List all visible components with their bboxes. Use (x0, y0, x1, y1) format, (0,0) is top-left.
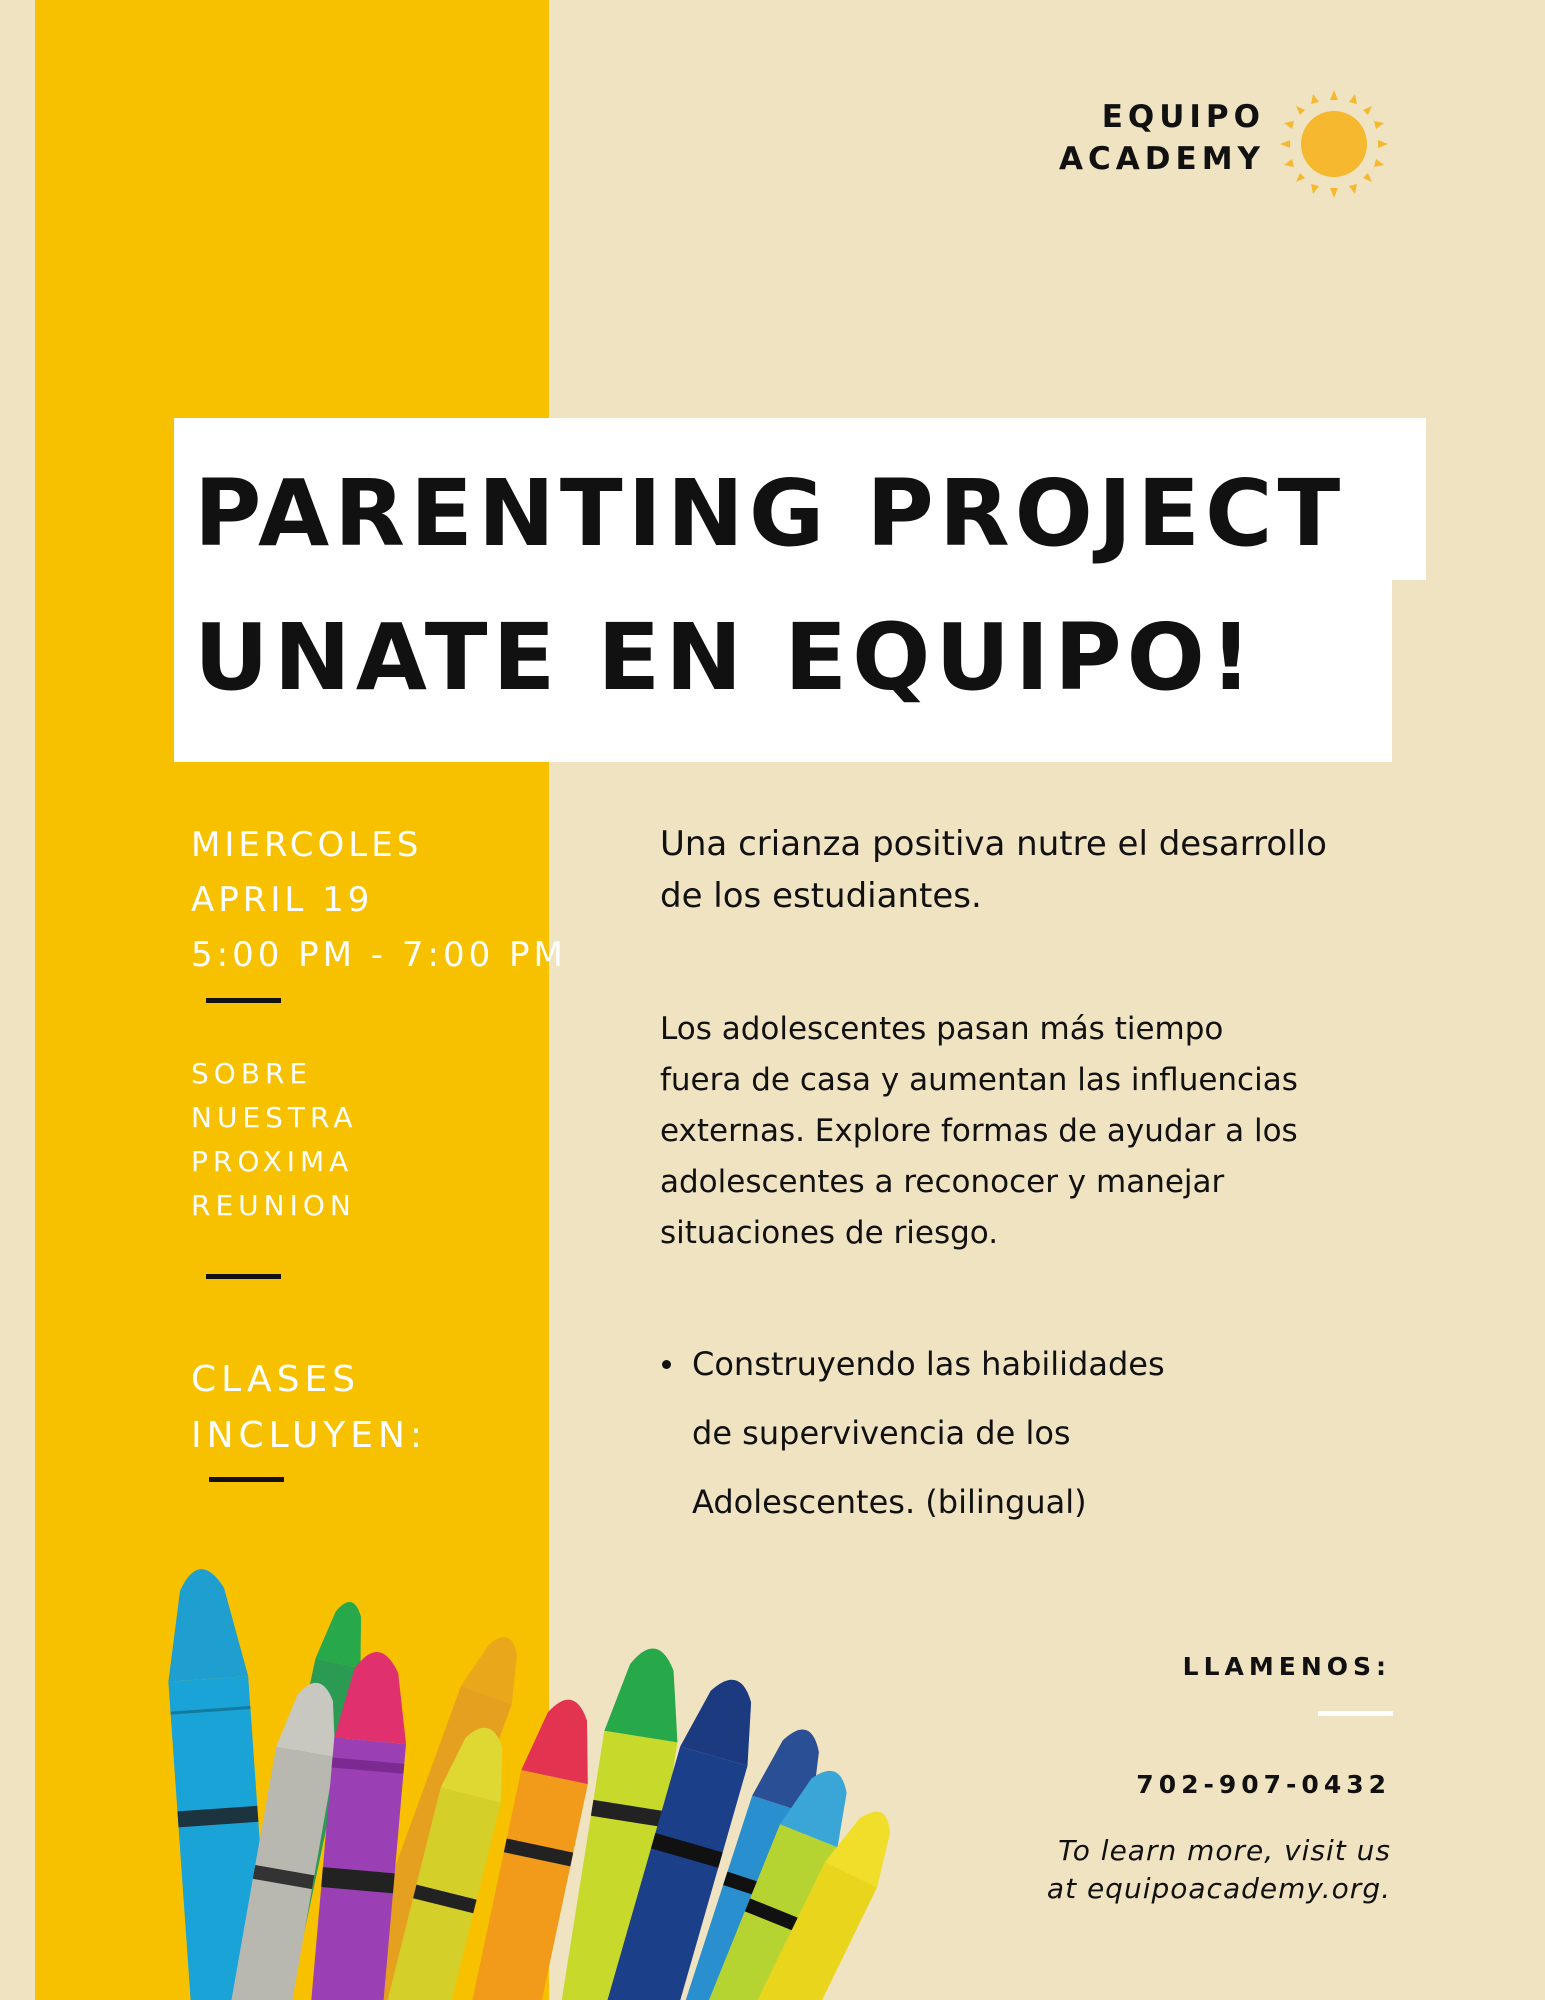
class-line: Construyendo las habilidades (692, 1345, 1165, 1383)
class-line: de supervivencia de los (692, 1414, 1071, 1452)
classes-heading (191, 1352, 427, 1464)
contact-divider (1318, 1711, 1393, 1716)
description-line: fuera de casa y aumentan las influencias (660, 1062, 1298, 1098)
about-line: PROXIMA (191, 1145, 354, 1178)
website-note[interactable] (1047, 1832, 1391, 1908)
description-line: Los adolescentes pasan más tiempo (660, 1011, 1224, 1047)
page-title-line-1: PARENTING PROJECT (194, 460, 1346, 567)
event-info (191, 818, 567, 983)
title-box-1 (174, 418, 1426, 580)
description-text (660, 1004, 1440, 1259)
title-box-2 (174, 580, 1392, 762)
crayons-photo (160, 1550, 940, 2000)
description-line: adolescentes a reconocer y manejar (660, 1164, 1225, 1200)
logo-text (1059, 96, 1265, 180)
divider-3 (209, 1477, 284, 1482)
equipo-academy-logo[interactable] (1030, 96, 1390, 196)
classes-line-1: CLASES (191, 1359, 361, 1400)
event-time: 5:00 PM - 7:00 PM (191, 935, 567, 975)
class-list-item (660, 1330, 1280, 1537)
phone-number[interactable]: 702-907-0432 (1136, 1770, 1391, 1799)
divider-2 (206, 1274, 281, 1279)
logo-line-1: EQUIPO (1101, 99, 1265, 135)
class-line: Adolescentes. (bilingual) (692, 1483, 1087, 1521)
website-line-1: To learn more, visit us (1058, 1834, 1391, 1867)
classes-line-2: INCLUYEN: (191, 1415, 428, 1456)
event-day: MIERCOLES (191, 825, 423, 865)
event-date: APRIL 19 (191, 880, 374, 920)
description-line: situaciones de riesgo. (660, 1215, 999, 1251)
website-line-2: at equipoacademy.org. (1046, 1872, 1391, 1905)
intro-line: de los estudiantes. (660, 876, 982, 916)
about-info (191, 1052, 357, 1228)
about-line: REUNION (191, 1189, 356, 1222)
about-line: SOBRE (191, 1057, 313, 1090)
logo-line-2: ACADEMY (1059, 141, 1265, 177)
sun-icon (1278, 88, 1390, 200)
description-line: externas. Explore formas de ayudar a los (660, 1113, 1298, 1149)
about-line: NUESTRA (191, 1101, 358, 1134)
page-title-line-2: UNATE EN EQUIPO! (194, 604, 1257, 711)
contact-label: LLAMENOS: (1182, 1652, 1391, 1681)
intro-text (660, 818, 1440, 922)
class-list (660, 1330, 1280, 1537)
divider-1 (206, 998, 281, 1003)
intro-line: Una crianza positiva nutre el desarrollo (660, 824, 1327, 864)
